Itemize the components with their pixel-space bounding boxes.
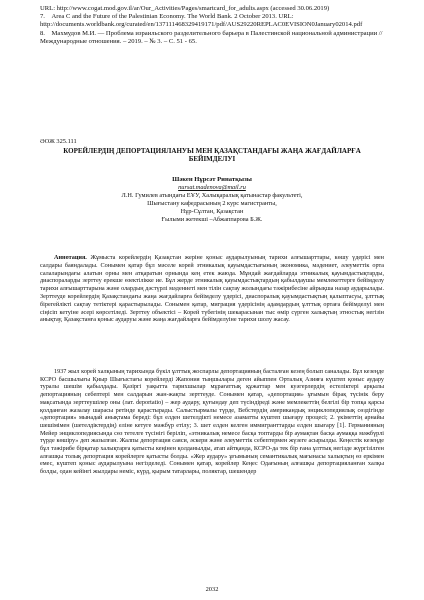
abstract [40, 254, 384, 324]
page-number: 2032 [205, 586, 219, 593]
reference-item: 7. Area C and the Future of the Palestinian Economy. The World Bank. 2 October 2013. URL: http://documents.worldbank.org/curated/en/137111468329419171/pdf/AUS29220REPLAC0EVISION0January02014.pdf [40, 13, 363, 29]
reference-item: 8. Махмудов М.И. — Проблема израильского разделительного барьера в Палестинской национальной администрации // Международные отношения. – 2019. – № 3. – С. 51 - 65. [40, 29, 383, 45]
author-location: Нұр-Сұлтан, Қазақстан [180, 208, 244, 216]
reference-item: URL: http://www.cogat.mod.gov.il/ar/Our_Activities/Pages/smartcard_for_adults.aspx (accessed 30.06.2019) [40, 5, 330, 12]
author-name: Шәкен Нұрсәт Ринатқызы [172, 176, 252, 183]
author-supervisor: Ғылыми жетекші –Абжаппарова Б.Ж. [161, 216, 263, 224]
author-block [40, 176, 384, 225]
abstract-label: Аннотация. [54, 254, 87, 261]
abstract-text: Жұмыста корейлердің Қазақстан жеріне қоныс аударылуының тарихи алғышарттары, көшу үдерісі мен салдары баяндалады. Сонымен қатар бұл мәселе корей этникалық қауымдастығының экономика, мәдениет, әлеуметтік орта салаларындағы алатын орны мен атқаратын орнында кең етек жаюда. Мұндай жағдайларда этникалық қауымдастықтарды, диаспораларды зерттеу ерекше өзектілікке ие. Бұл жерде этникалық қауымдастықтардың қабылдаушы мемлекеттерге бейімделу тарихи алғышарттарына және олардың дәстүрлі мәдениеті мен тілін сақтау жолындағы тәжірибесіне айрықша назар аударылады. Зерттеуде корейлердің Қазақстандағы жаңа жағдайларға бейімделу үдерісі, диаспоралық қауымдастықтың қалыптасуы, ұлттық бірегейлікті сақтау тетіктері қарастырылады. Сонымен қатар, миграция үдерісінің адамдардың ұлттық ортаға бейімделуі мен сіңісіп кетуіне әсері көрсетіледі. Зерттеу объектісі – Корей түбегінің шекарасынан тыс өмір сүрген халықтың этностық негізін анықтау, Қазақстанға қоныс аударуы және жаңа жағдайларға бейімделуіне тарихи шолу жасау. [40, 254, 384, 324]
body-paragraph: 1937 жыл корей халқының тарихында бүкіл ұлттық жоспарлы депортацияның басталған кезең болып саналады. Бұл кезеңде КСРО басшылығы Қиыр Шығыстағы корейлерді Жапония тыңшылары деген айыппен Орталық Азияға күштеп қоныс аудару туралы шешім қабылдады. Қазіргі уақытта тарихшылар мұрағаттық құжаттар мен куәгерлердің естеліктері арқылы депортацияның себептері мен салдарын жан-жақты зерттеуде. Сонымен қатар, «депортация» ұғымын бірақ түсінік беру мақсатында зерттеушілер оны (лат. deportatio) – жер аудару, қуғындау деп түсіндіреді және мемлекеттің белгілі бір топқа қарсы қолданған жазалау шарасы ретінде қарастырады. Салыстырмалы түрде, Вебстердің американдық энциклопедиялық сөздігінде «депортация» мынадай анықтама береді: бұл елден шетелдікті немесе азаматты күштеп шығару процесі; 2. үкіметтің арнайы шешімімен (шетелдіктердің) еліне кетуге мәжбүр етілу; 3. шет елден келген иммигранттарды елден шығару [1]. Германияның Мейер энциклопедиясында сөз тетелге түсінігі беріліп, «этникалық немесе басқа топтарды бір аумақтан басқа аумаққа мәжбүрлі түрде көшіру» деп жазылған. Жалпы депортация саяси, әскери және әлеуметтік себептермен жүзеге асырылды. Кеңестік кезеңде бұл тәжірибе бірқатар халықтарға қатысты кеңінен қолданылды, атап айтқанда, КСРО-да тек бір ғана ұлттық негізде жүргізілген алғашқы толық депортация корейлерге қатысты болды. «Жер аудару» ұғымының семантикалық мағынасы халықтың өз еркімен емес, күштеп қоныс аударылуына негізделеді. Сонымен қатар, корейлер Кеңес Одағының алғашқы депортацияланған халқы болды, одан кейінгі жылдары неміс, күрд, қырым татарлары, поляктар, шешендер [40, 368, 384, 476]
author-affiliation: Л.Н. Гумилев атындағы ЕҰУ, Халықаралық қатынастар факультеті, [121, 192, 303, 200]
author-email[interactable]: nursat.madenova@mail.ru [178, 184, 246, 192]
author-position: Шығыстану кафедрасының 2 курс магистранты, [147, 200, 277, 208]
reference-list [40, 5, 392, 46]
udc-code: ӘОЖ 325.111 [40, 138, 77, 145]
article-title: КОРЕЙЛЕРДІҢ ДЕПОРТАЦИЯЛАНУЫ МЕН ҚАЗАҚСТАНДАҒЫ ЖАҢА ЖАҒДАЙЛАРҒА БЕЙІМДЕЛУІ [63, 147, 361, 164]
